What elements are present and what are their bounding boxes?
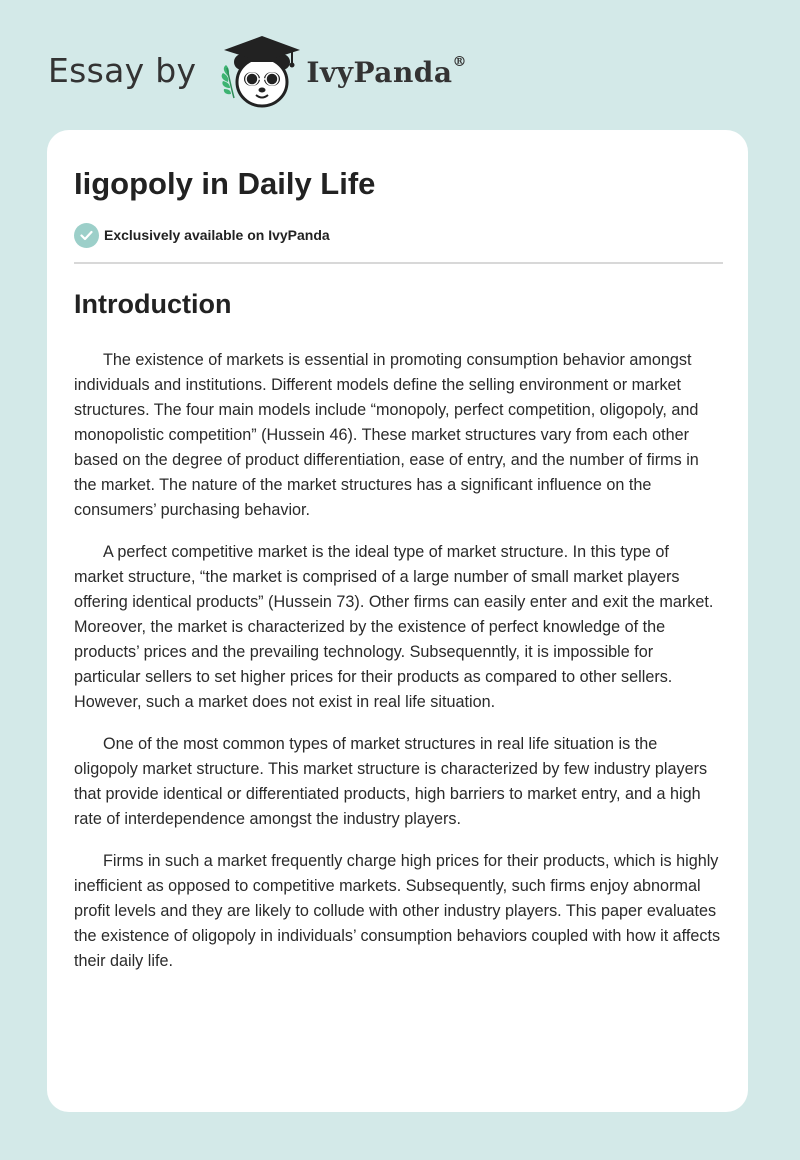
exclusive-label: Exclusively available on IvyPanda [104, 227, 330, 243]
brand-name[interactable]: IvyPanda® [306, 53, 468, 89]
panda-logo-icon[interactable] [214, 32, 302, 112]
paragraph: Firms in such a market frequently charge high prices for their products, which is highly inefficient as opposed to competitive markets. Subsequently, such firms enjoy abnormal profit levels and they are likely to collude with other industry players. This paper evaluates the existence of oligopoly in individuals’ consumption behaviors coupled with how it affects their daily life. [74, 852, 721, 970]
essay-card [47, 130, 748, 1112]
paragraph: One of the most common types of market structures in real life situation is the oligopoly market structure. This market structure is characterized by few industry players that provide identical or differentiated products, high barriers to market entry, and a high rate of interdependence amongst the industry players. [74, 735, 708, 828]
registered-mark: ® [452, 53, 468, 70]
exclusive-badge [74, 222, 722, 248]
divider [74, 262, 723, 264]
paragraph: A perfect competitive market is the ideal type of market structure. In this type of market structure, “the market is comprised of a large number of small market players offering identical products” (Hussein 73). Other firms can easily enter and exit the market. Moreover, the market is characterized by the existence of perfect knowledge of the products’ prices and the prevailing technology. Subsequenntly, it is impossible for particular sellers to set higher prices for their products as compared to other sellers. However, such a market does not exist in real life situation. [74, 543, 714, 711]
brand-prefix: Essay by [48, 50, 197, 90]
essay-body [74, 348, 722, 974]
checkmark-icon [74, 223, 99, 248]
essay-title: Iigopoly in Daily Life [74, 166, 376, 201]
section-heading: Introduction [74, 289, 232, 319]
site-header [48, 32, 467, 112]
paragraph: The existence of markets is essential in promoting consumption behavior amongst individuals and institutions. Different models define the selling environment or market structures. The four main models include “monopoly, perfect competition, oligopoly, and monopolistic competition” (Hussein 46). These market structures vary from each other based on the degree of product differentiation, ease of entry, and the number of firms in the market. The nature of the market structures has a significant influence on the consumers’ purchasing behavior. [74, 351, 699, 519]
